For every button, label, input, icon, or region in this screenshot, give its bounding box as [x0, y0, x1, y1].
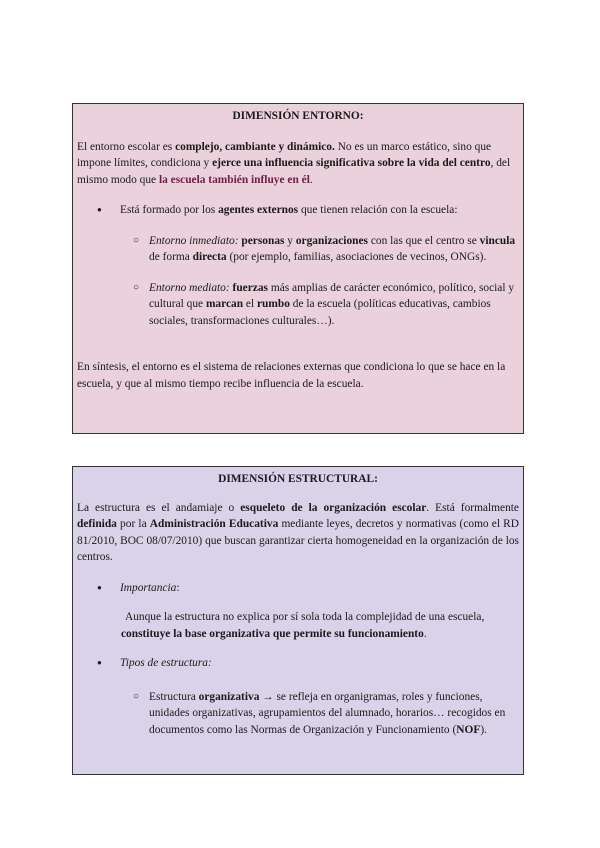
estructural-list-tipos — [77, 655, 519, 672]
estructural-box — [72, 466, 524, 775]
estructural-list-importancia — [77, 580, 519, 597]
entorno-box — [72, 103, 524, 434]
highlight-text: la escuela también influye en él — [158, 173, 310, 186]
entorno-sublist — [77, 233, 519, 330]
importancia-text: Aunque la estructura no explica por sí sola toda la complejidad de una escuela, constituye la base organizativa que permite su funcionamiento. — [121, 611, 485, 640]
list-item: ● Está formado por los agentes externos que tienen relación con la escuela: — [77, 202, 519, 219]
entorno-summary: En síntesis, el entorno es el sistema de relaciones externas que condiciona lo que se hace en la escuela, y que al mismo tiempo recibe influencia de la escuela. — [77, 361, 506, 390]
sublist-item-inmediato: ○ Entorno inmediato: personas y organizaciones con las que el centro se vincula de forma directa (por ejemplo, familias, asociaciones de vecinos, ONGs). — [77, 233, 519, 266]
estructural-sublist — [77, 689, 519, 739]
estructural-title: DIMENSIÓN ESTRUCTURAL: — [218, 473, 378, 485]
sublist-item-mediato: ○ Entorno mediato: fuerzas más amplias de carácter económico, político, social y cultural que marcan el rumbo de la escuela (políticas educativas, cambios sociales, transformaciones culturales…). — [77, 280, 519, 330]
entorno-intro: El entorno escolar es complejo, cambiante y dinámico. No es un marco estático, sino que impone límites, condiciona y ejerce una influencia significativa sobre la vida del centro, del mismo modo que la escuela también influye en él. — [77, 140, 511, 186]
sublist-item-organizativa: ○ Estructura organizativa → se refleja en organigramas, roles y funciones, unidades organizativas, agrupamientos del alumnado, horarios… recogidos en documentos como las Normas de Organización y Funcionamiento (NOF). — [77, 689, 519, 739]
list-item-importancia: ● Importancia: — [77, 580, 519, 597]
entorno-title: DIMENSIÓN ENTORNO: — [232, 110, 364, 122]
estructural-intro: La estructura es el andamiaje o esqueleto de la organización escolar. Está formalmente definida por la Administración Educativa mediante leyes, decretos y normativas (como el RD 81/2010, BOC 08/07/2010) que buscan garantizar cierta homogeneidad en la organización de los centros. — [77, 501, 520, 563]
entorno-list — [77, 202, 519, 219]
list-item-tipos: ● Tipos de estructura: — [77, 655, 519, 672]
